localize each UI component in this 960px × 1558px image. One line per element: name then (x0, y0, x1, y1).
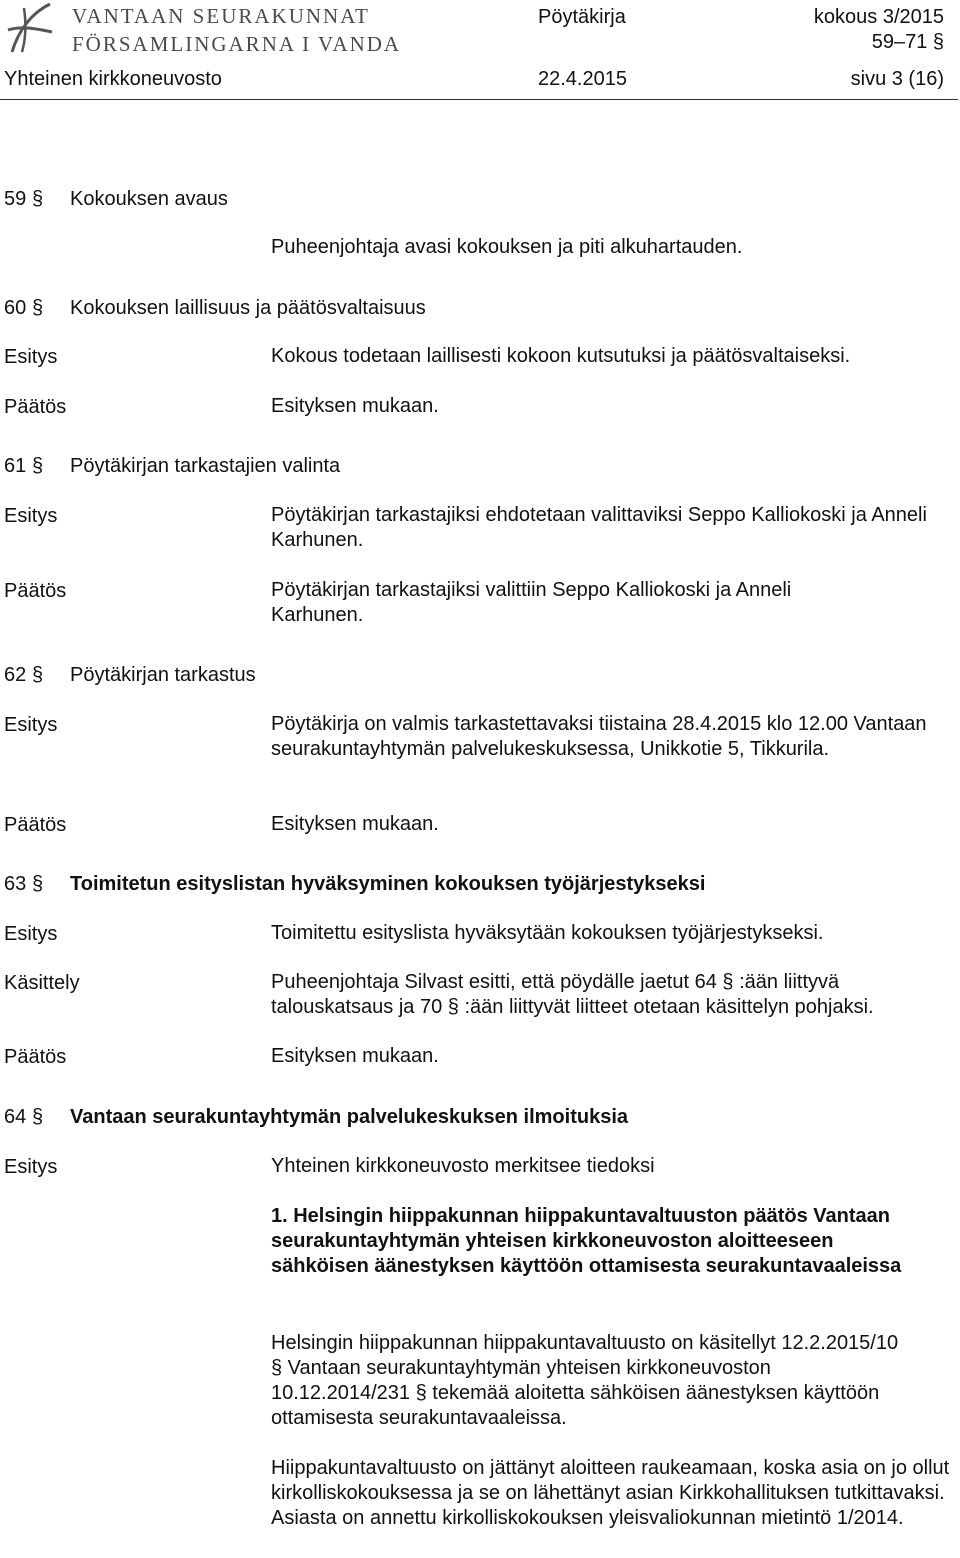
row-text: Yhteinen kirkkoneuvosto merkitsee tiedoksi (271, 1155, 655, 1177)
section-60-heading (4, 297, 426, 320)
organization-name-finnish: VANTAAN SEURAKUNNAT (72, 4, 370, 28)
row-label-paatos: Päätös (4, 1046, 67, 1068)
notice-item-title: 1. Helsingin hiippakunnan hiippakuntavaltuuston päätös Vantaan seurakuntayhtymän yhteisen kirkkoneuvoston aloitteeseen sähköisen äänestyksen käyttöön ottamisesta seurakuntavaaleissa (271, 1205, 902, 1277)
row-text: Pöytäkirja on valmis tarkastettavaksi tiistaina 28.4.2015 klo 12.00 Vantaan seurakuntayhtymän palvelukeskuksessa, Unikkotie 5, Tikkurila. (271, 713, 927, 760)
section-sign: § (32, 455, 44, 477)
header-divider (0, 99, 958, 100)
row-label-paatos: Päätös (4, 396, 67, 418)
row-label-esitys: Esitys (4, 923, 58, 945)
row-label-paatos: Päätös (4, 814, 67, 836)
row-label-esitys: Esitys (4, 346, 58, 368)
page-number: sivu 3 (16) (850, 68, 944, 90)
notice-paragraph: Helsingin hiippakunnan hiippakuntavaltuusto on käsitellyt 12.2.2015/10 § Vantaan seurakuntayhtymän yhteisen kirkkoneuvoston 10.12.2014/231 § tekemää aloitetta sähköisen äänestyksen käyttöön ottamisesta seurakuntavaaleissa. (271, 1332, 899, 1429)
row-label-kasittely: Käsittely (4, 972, 80, 994)
row-label-esitys: Esitys (4, 505, 58, 527)
section-title: Kokouksen avaus (70, 188, 228, 210)
row-label-esitys: Esitys (4, 1156, 58, 1178)
section-title: Kokouksen laillisuus ja päätösvaltaisuus (70, 297, 426, 319)
section-number: 59 (4, 188, 27, 210)
row-label-paatos: Päätös (4, 580, 67, 602)
section-number: 61 (4, 455, 27, 477)
section-59-heading (4, 188, 228, 211)
document-type: Pöytäkirja (538, 6, 626, 28)
section-64-heading (4, 1106, 628, 1129)
row-label-esitys: Esitys (4, 714, 58, 736)
section-61-heading (4, 455, 340, 478)
section-sign: § (32, 188, 44, 210)
row-text: Esityksen mukaan. (271, 395, 439, 417)
section-title: Vantaan seurakuntayhtymän palvelukeskuksen ilmoituksia (70, 1106, 629, 1128)
section-sign: § (32, 664, 44, 686)
section-number: 62 (4, 664, 27, 686)
section-title: Pöytäkirjan tarkastajien valinta (70, 455, 341, 477)
section-sign: § (32, 297, 44, 319)
church-logo-icon (4, 2, 56, 54)
row-text: Pöytäkirjan tarkastajiksi valittiin Seppo Kalliokoski ja Anneli Karhunen. (271, 579, 792, 626)
row-text: Esityksen mukaan. (271, 813, 439, 835)
notice-paragraph: Hiippakuntavaltuusto on jättänyt aloitteen raukeamaan, koska asia on jo ollut kirkolliskokouksessa ja se on lähettänyt asian Kirkkohallituksen tutkittavaksi. Asiasta on annettu kirkolliskokouksen yleisvaliokunnan mietintö 1/2014. (271, 1457, 950, 1529)
section-59-text: Puheenjohtaja avasi kokouksen ja piti alkuhartauden. (271, 236, 743, 258)
section-title: Toimitetun esityslistan hyväksyminen kokouksen työjärjestykseksi (70, 873, 706, 895)
section-number: 64 (4, 1106, 27, 1128)
row-text: Kokous todetaan laillisesti kokoon kutsutuksi ja päätösvaltaiseksi. (271, 345, 851, 367)
organization-name-swedish: FÖRSAMLINGARNA I VANDA (72, 32, 402, 56)
meeting-number: kokous 3/2015 (813, 6, 944, 28)
section-number: 60 (4, 297, 27, 319)
section-title: Pöytäkirjan tarkastus (70, 664, 256, 686)
meeting-date: 22.4.2015 (538, 68, 627, 90)
row-text: Puheenjohtaja Silvast esitti, että pöydälle jaetut 64 § :ään liittyvä talouskatsaus ja 70 § :ään liittyvät liitteet otetaan käsittelyn pohjaksi. (271, 971, 874, 1018)
row-text: Toimitettu esityslista hyväksytään kokouksen työjärjestykseksi. (271, 922, 824, 944)
section-number: 63 (4, 873, 27, 895)
section-sign: § (32, 873, 44, 895)
section-range: 59–71 § (871, 31, 944, 53)
body-name: Yhteinen kirkkoneuvosto (4, 68, 222, 90)
section-62-heading (4, 664, 256, 687)
section-sign: § (32, 1106, 44, 1128)
section-63-heading (4, 873, 705, 896)
row-text: Pöytäkirjan tarkastajiksi ehdotetaan valittaviksi Seppo Kalliokoski ja Anneli Karhunen. (271, 504, 927, 551)
row-text: Esityksen mukaan. (271, 1045, 439, 1067)
